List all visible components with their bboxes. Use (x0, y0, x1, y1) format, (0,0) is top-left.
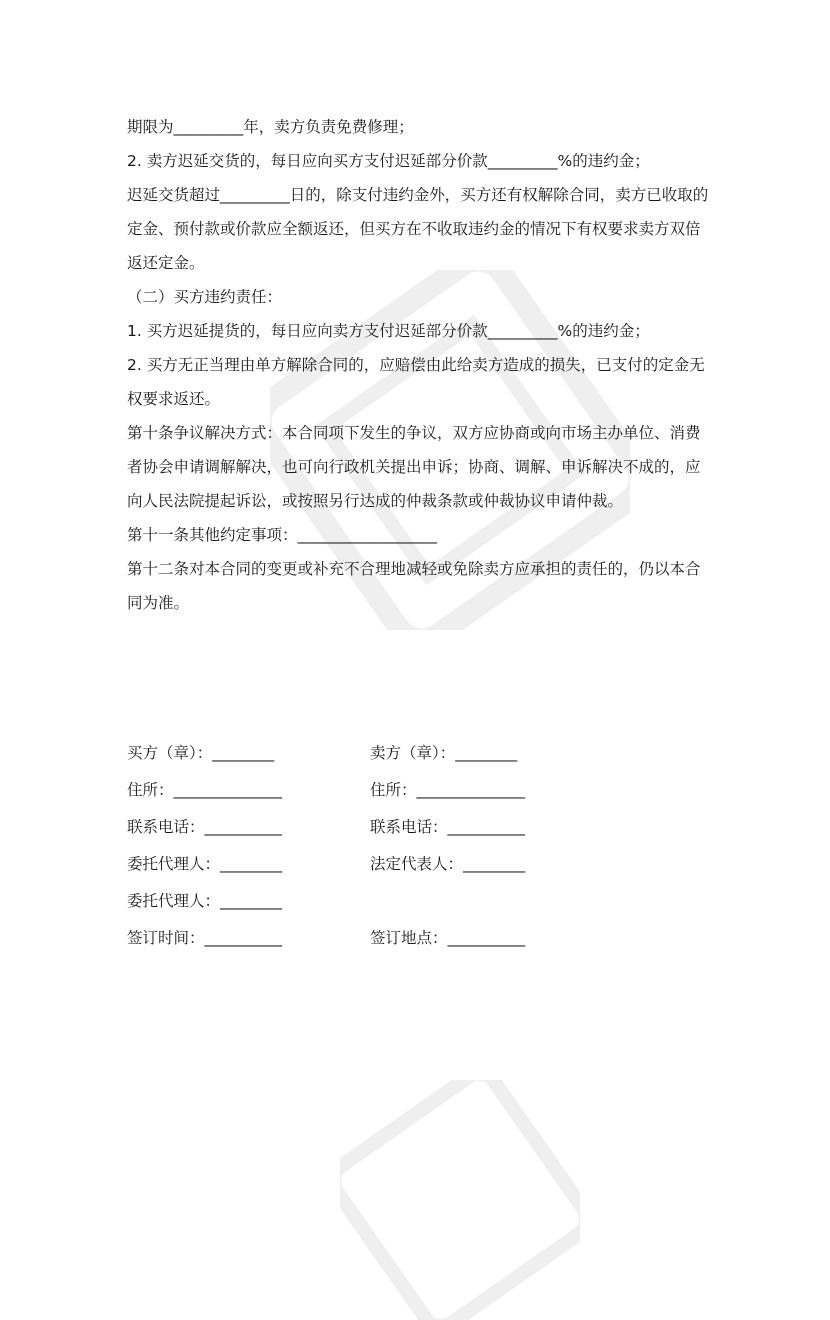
paragraph: 2. 卖方迟延交货的，每日应向买方支付迟延部分价款_________%的违约金； (127, 152, 650, 170)
signature-row (127, 883, 713, 920)
article-12: 第十二条对本合同的变更或补充不合理地减轻或免除卖方应承担的责任的，仍以本合同为准。 (127, 560, 701, 612)
buyer-phone: 联系电话：__________ (127, 818, 283, 836)
seller-legal-rep: 法定代表人：________ (370, 855, 526, 873)
signature-row (127, 846, 713, 883)
buyer-agent: 委托代理人：________ (127, 855, 283, 873)
watermark-logo-bottom (340, 1080, 580, 1320)
buyer-seal: 买方（章）：________ (127, 744, 275, 762)
article-10: 第十条争议解决方式：本合同项下发生的争议，双方应协商或向市场主办单位、消费者协会申请调解解决，也可向行政机关提出申诉；协商、调解、申诉解决不成的，应向人民法院提起诉讼，或按照另行达成的仲裁条款或仲裁协议申请仲裁。 (127, 424, 701, 510)
seller-address: 住所：______________ (370, 781, 526, 799)
signature-row (127, 735, 713, 772)
seller-agent: 委托代理人：________ (127, 892, 283, 910)
paragraph: 1. 买方迟延提货的，每日应向卖方支付迟延部分价款_________%的违约金； (127, 322, 650, 340)
empty-cell (370, 883, 613, 920)
signature-block (127, 735, 713, 957)
paragraph: 迟延交货超过_________日的，除支付违约金外，买方还有权解除合同，卖方已收取的定金、预付款或价款应全额返还，但买方在不收取违约金的情况下有权要求卖方双倍返还定金。 (127, 186, 709, 272)
paragraph: 期限为_________年，卖方负责免费修理； (127, 118, 414, 136)
signing-time: 签订时间：__________ (127, 929, 283, 947)
buyer-address: 住所：______________ (127, 781, 283, 799)
seller-seal: 卖方（章）：________ (370, 744, 518, 762)
signing-place: 签订地点：__________ (370, 929, 526, 947)
contract-body (127, 110, 713, 620)
paragraph: 2. 买方无正当理由单方解除合同的，应赔偿由此给卖方造成的损失，已支付的定金无权要求返还。 (127, 356, 705, 408)
section-heading: （二）买方违约责任： (127, 288, 283, 306)
article-11: 第十一条其他约定事项：__________________ (127, 526, 438, 544)
signature-row (127, 920, 713, 957)
signature-row (127, 772, 713, 809)
seller-phone: 联系电话：__________ (370, 818, 526, 836)
signature-row (127, 809, 713, 846)
